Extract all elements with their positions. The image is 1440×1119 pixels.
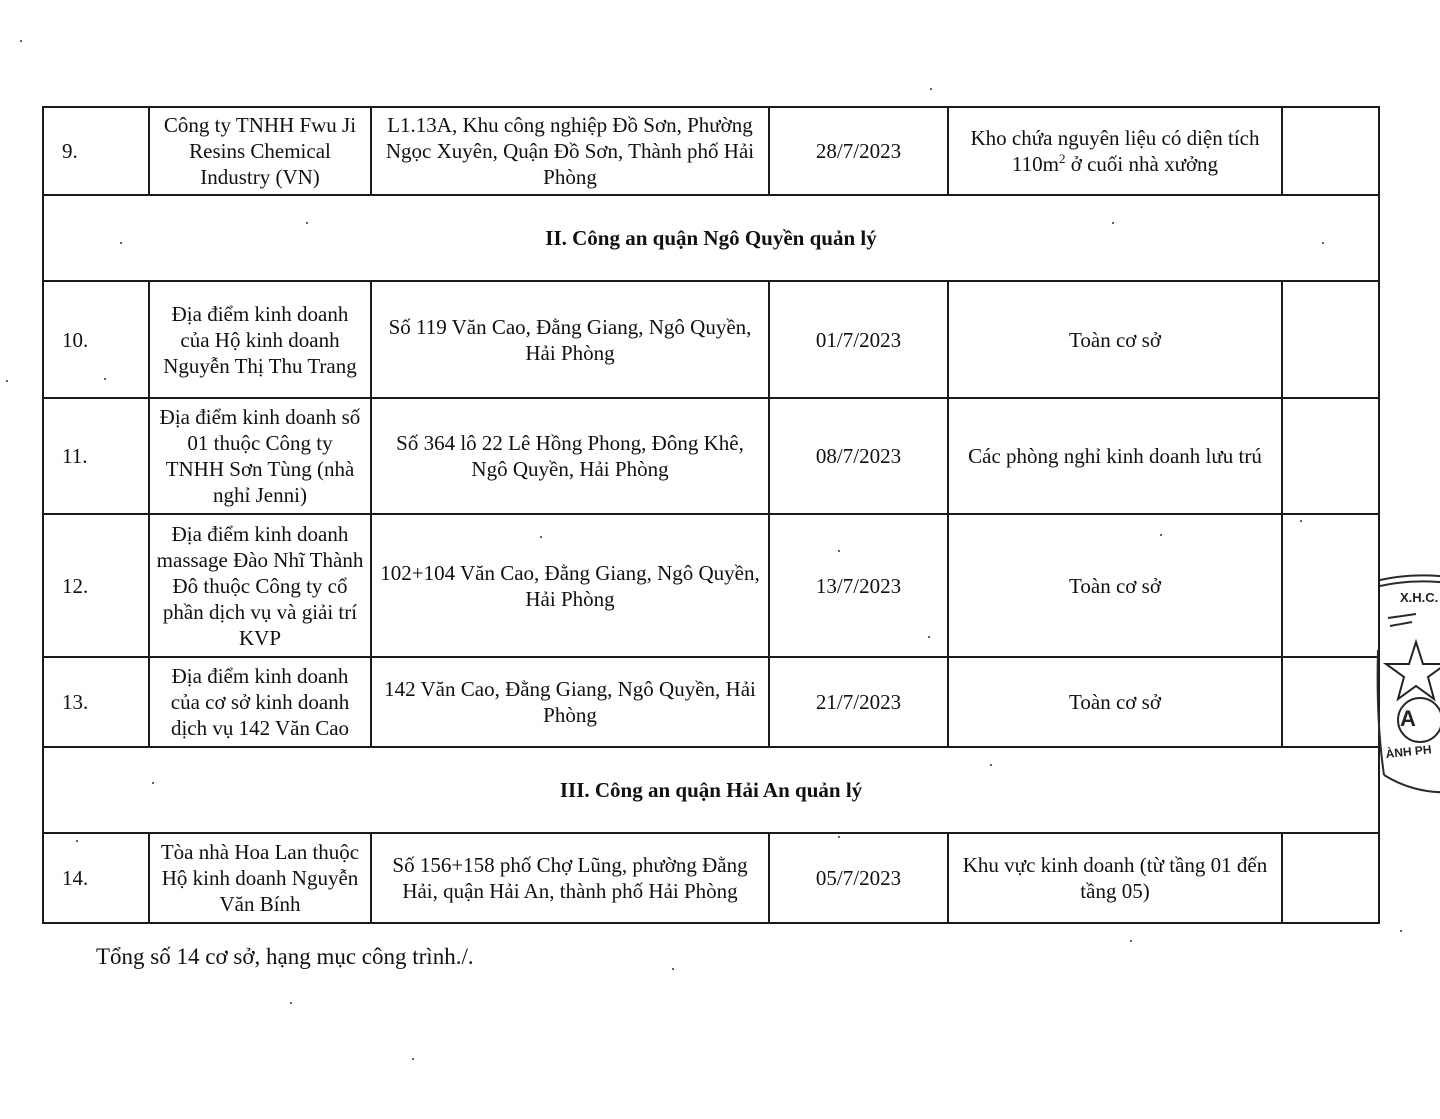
note-cell <box>1282 281 1379 398</box>
scan-speck <box>152 782 154 784</box>
scan-speck <box>1112 222 1114 224</box>
scan-speck <box>306 222 308 224</box>
table-row <box>43 514 1379 657</box>
scan-speck <box>76 840 78 842</box>
facility-scope: Các phòng nghỉ kinh doanh lưu trú <box>948 398 1282 514</box>
facility-name: Tòa nhà Hoa Lan thuộc Hộ kinh doanh Nguyễn Văn Bính <box>149 833 371 923</box>
facility-scope: Toàn cơ sở <box>948 657 1282 747</box>
scan-speck <box>104 378 106 380</box>
facility-scope: Khu vực kinh doanh (từ tầng 01 đến tầng 05) <box>948 833 1282 923</box>
facility-address: 142 Văn Cao, Đằng Giang, Ngô Quyền, Hải Phòng <box>371 657 769 747</box>
inspection-date: 21/7/2023 <box>769 657 948 747</box>
scan-speck <box>540 536 542 538</box>
scan-speck <box>120 242 122 244</box>
scan-speck <box>1400 930 1402 932</box>
section-row <box>43 747 1379 833</box>
facility-name: Công ty TNHH Fwu Ji Resins Chemical Industry (VN) <box>149 107 371 195</box>
note-cell <box>1282 398 1379 514</box>
facility-address: Số 364 lô 22 Lê Hồng Phong, Đông Khê, Ngô Quyền, Hải Phòng <box>371 398 769 514</box>
section-title: II. Công an quận Ngô Quyền quản lý <box>43 195 1379 281</box>
row-number: 10. <box>43 281 149 398</box>
scan-speck <box>838 550 840 552</box>
facility-scope: Kho chứa nguyên liệu có diện tích $110m^2$ ở cuối nhà xưởng <box>948 107 1282 195</box>
section-title: III. Công an quận Hải An quản lý <box>43 747 1379 833</box>
scan-speck <box>1322 242 1324 244</box>
facility-table <box>42 106 1380 924</box>
official-seal <box>1376 570 1440 800</box>
inspection-date: 13/7/2023 <box>769 514 948 657</box>
table-row <box>43 833 1379 923</box>
scan-speck <box>20 40 22 42</box>
scan-speck <box>672 968 674 970</box>
scan-speck <box>990 764 992 766</box>
scan-speck <box>1300 520 1302 522</box>
table-row <box>43 657 1379 747</box>
row-number: 12. <box>43 514 149 657</box>
inspection-date: 05/7/2023 <box>769 833 948 923</box>
inspection-date: 28/7/2023 <box>769 107 948 195</box>
note-cell <box>1282 657 1379 747</box>
inspection-date: 01/7/2023 <box>769 281 948 398</box>
scan-speck <box>928 636 930 638</box>
scan-speck <box>1130 940 1132 942</box>
facility-scope: Toàn cơ sở <box>948 281 1282 398</box>
note-cell <box>1282 833 1379 923</box>
row-number: 14. <box>43 833 149 923</box>
scan-speck <box>6 380 8 382</box>
facility-name: Địa điểm kinh doanh của cơ sở kinh doanh dịch vụ 142 Văn Cao <box>149 657 371 747</box>
inspection-date: 08/7/2023 <box>769 398 948 514</box>
table-row <box>43 281 1379 398</box>
facility-address: 102+104 Văn Cao, Đằng Giang, Ngô Quyền, Hải Phòng <box>371 514 769 657</box>
star-icon <box>1386 642 1440 699</box>
scan-speck <box>838 836 840 838</box>
facility-address: Số 156+158 phố Chợ Lũng, phường Đằng Hải, quận Hải An, thành phố Hải Phòng <box>371 833 769 923</box>
scan-speck <box>412 1058 414 1060</box>
facility-address: L1.13A, Khu công nghiệp Đồ Sơn, Phường Ngọc Xuyên, Quận Đồ Sơn, Thành phố Hải Phòng <box>371 107 769 195</box>
facility-scope: Toàn cơ sở <box>948 514 1282 657</box>
table-row <box>43 107 1379 195</box>
facility-name: Địa điểm kinh doanh của Hộ kinh doanh Nguyễn Thị Thu Trang <box>149 281 371 398</box>
seal-text-bottom: ÀNH PH <box>1384 742 1433 762</box>
row-number: 9. <box>43 107 149 195</box>
seal-emblem-icon: A <box>1400 706 1416 731</box>
facility-name: Địa điểm kinh doanh số 01 thuộc Công ty TNHH Sơn Tùng (nhà nghỉ Jenni) <box>149 398 371 514</box>
scan-speck <box>1160 534 1162 536</box>
section-row <box>43 195 1379 281</box>
table-row <box>43 398 1379 514</box>
scan-speck <box>290 1002 292 1004</box>
row-number: 13. <box>43 657 149 747</box>
scan-speck <box>930 88 932 90</box>
facility-name: Địa điểm kinh doanh massage Đào Nhĩ Thành Đô thuộc Công ty cổ phần dịch vụ và giải trí KVP <box>149 514 371 657</box>
seal-text-top: X.H.C. <box>1400 590 1439 605</box>
summary-text: Tổng số 14 cơ sở, hạng mục công trình./. <box>96 944 474 969</box>
facility-address: Số 119 Văn Cao, Đằng Giang, Ngô Quyền, Hải Phòng <box>371 281 769 398</box>
row-number: 11. <box>43 398 149 514</box>
note-cell <box>1282 107 1379 195</box>
note-cell <box>1282 514 1379 657</box>
